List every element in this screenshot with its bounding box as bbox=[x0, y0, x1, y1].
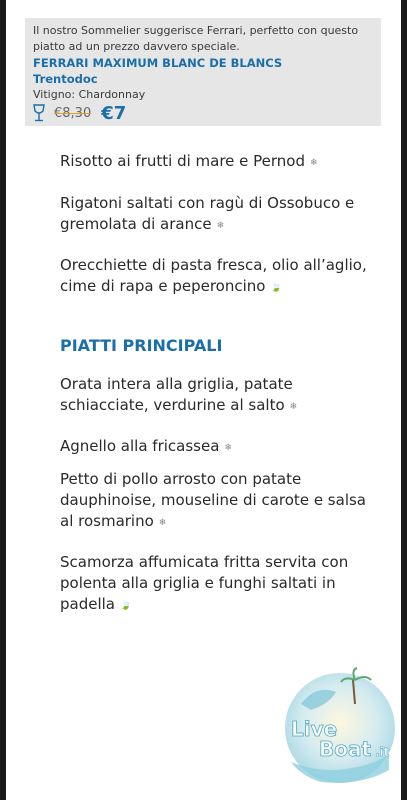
leaf-icon: 🍃 bbox=[120, 601, 132, 611]
snowflake-icon: ❄ bbox=[289, 402, 298, 412]
dish-item bbox=[60, 469, 380, 534]
snowflake-icon: ❄ bbox=[216, 221, 225, 231]
wine-name: FERRARI MAXIMUM BLANC DE BLANCS bbox=[33, 56, 283, 70]
grape-variety: Vitigno: Chardonnay bbox=[33, 88, 146, 101]
dish-name: Agnello alla fricassea bbox=[60, 437, 220, 455]
new-price: €7 bbox=[101, 102, 127, 124]
dish-item bbox=[60, 374, 380, 418]
wine-type: Trentodoc bbox=[33, 72, 98, 86]
dish-name: Petto di pollo arrosto con patate dauphinoise, mouseline di carote e salsa al rosmarino bbox=[60, 470, 366, 530]
sommelier-note: Il nostro Sommelier suggerisce Ferrari, perfetto con questo piatto ad un prezzo davvero speciale. bbox=[33, 24, 359, 53]
dish-item bbox=[60, 436, 380, 459]
price-row bbox=[32, 103, 126, 123]
logo-text-it: .it bbox=[375, 745, 390, 759]
dish-item bbox=[60, 151, 380, 174]
dish-name: Scamorza affumicata fritta servita con polenta alla griglia e funghi saltati in padella bbox=[60, 553, 349, 613]
dish-item bbox=[60, 193, 380, 237]
section-title: PIATTI PRINCIPALI bbox=[60, 336, 223, 355]
logo-text-boat: Boat bbox=[319, 737, 372, 761]
liveboat-logo bbox=[281, 664, 399, 790]
dish-name: Orata intera alla griglia, patate schiacciate, verdurine al salto bbox=[60, 375, 293, 414]
snowflake-icon: ❄ bbox=[310, 158, 318, 168]
snowflake-icon: ❄ bbox=[158, 518, 167, 528]
logo-text-live: Live bbox=[291, 717, 338, 741]
snowflake-icon: ❄ bbox=[224, 443, 232, 453]
leaf-icon: 🍃 bbox=[270, 283, 282, 293]
dish-name: Rigatoni saltati con ragù di Ossobuco e gremolata di arance bbox=[60, 194, 355, 233]
old-price: €8,30 bbox=[54, 105, 92, 121]
dish-item bbox=[60, 552, 380, 617]
dish-name: Risotto ai frutti di mare e Pernod bbox=[60, 152, 306, 170]
dish-item bbox=[60, 255, 380, 299]
dish-name: Orecchiette di pasta fresca, olio all’aglio, cime di rapa e peperoncino bbox=[60, 256, 367, 295]
menu-page bbox=[6, 0, 401, 800]
wine-glass-icon bbox=[32, 104, 46, 122]
